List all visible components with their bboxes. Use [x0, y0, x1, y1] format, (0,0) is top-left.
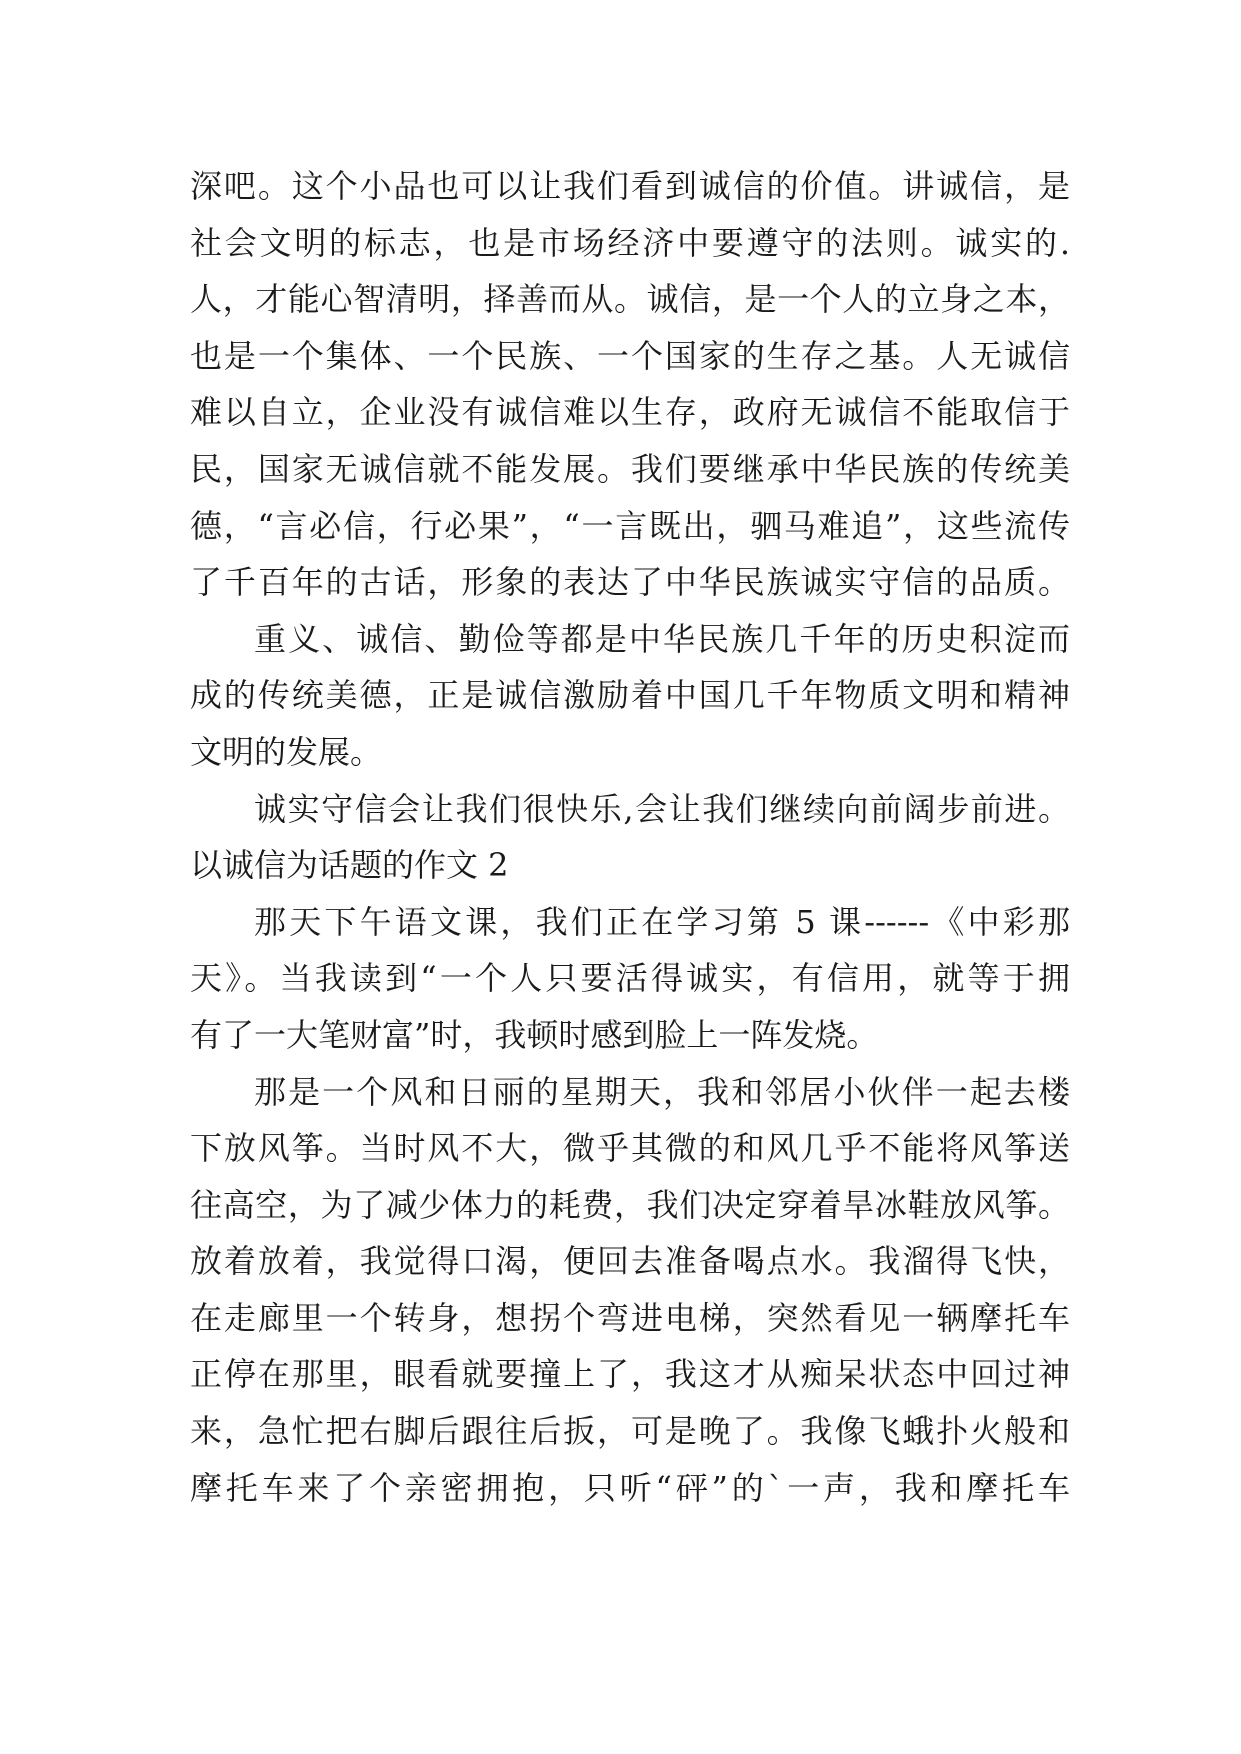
- text-line: 民，国家无诚信就不能发展。我们要继承中华民族的传统美: [190, 449, 1070, 488]
- text-line: 以诚信为话题的作文 2: [190, 846, 509, 885]
- text-line: 社会文明的标志，也是市场经济中要遵守的法则。诚实的.: [190, 223, 1070, 262]
- text-line: 天》。当我读到“一个人只要活得诚实，有信用，就等于拥: [190, 959, 1070, 998]
- text-line: 在走廊里一个转身，想拐个弯进电梯，突然看见一辆摩托车: [190, 1298, 1070, 1337]
- text-line: 那天下午语文课，我们正在学习第 5 课------《中彩那: [254, 902, 1070, 941]
- text-line: 有了一大笔财富”时，我顿时感到脸上一阵发烧。: [190, 1015, 879, 1054]
- text-line: 深吧。这个小品也可以让我们看到诚信的价值。讲诚信，是: [190, 167, 1070, 205]
- text-line: 重义、诚信、勤俭等都是中华民族几千年的历史积淀而: [254, 619, 1070, 658]
- text-line: 摩托车来了个亲密拥抱，只听“砰”的`一声，我和摩托车: [190, 1468, 1070, 1507]
- text-line: 也是一个集体、一个民族、一个国家的生存之基。人无诚信: [190, 336, 1070, 375]
- text-line: 来，急忙把右脚后跟往后扳，可是晚了。我像飞蛾扑火般和: [190, 1412, 1070, 1451]
- text-line: 德，“言必信，行必果”，“一言既出，驷马难追”，这些流传: [190, 506, 1070, 545]
- text-line: 正停在那里，眼看就要撞上了，我这才从痴呆状态中回过神: [190, 1355, 1070, 1394]
- text-line: 放着放着，我觉得口渴，便回去准备喝点水。我溜得飞快，: [190, 1242, 1070, 1281]
- text-line: 文明的发展。: [190, 732, 383, 771]
- text-line: 往高空，为了减少体力的耗费，我们决定穿着旱冰鞋放风筝。: [190, 1185, 1070, 1224]
- document-body: [190, 158, 1070, 1516]
- text-line: 成的传统美德，正是诚信激励着中国几千年物质文明和精神: [190, 676, 1070, 715]
- text-line: 诚实守信会让我们很快乐,会让我们继续向前阔步前进。: [254, 789, 1070, 828]
- text-line: 了千百年的古话，形象的表达了中华民族诚实守信的品质。: [190, 563, 1070, 602]
- text-line: 难以自立，企业没有诚信难以生存，政府无诚信不能取信于: [190, 393, 1070, 432]
- text-line: 人，才能心智清明，择善而从。诚信，是一个人的立身之本，: [190, 280, 1070, 319]
- text-line: 下放风筝。当时风不大，微乎其微的和风几乎不能将风筝送: [190, 1129, 1070, 1168]
- text-line: 那是一个风和日丽的星期天，我和邻居小伙伴一起去楼: [254, 1072, 1070, 1111]
